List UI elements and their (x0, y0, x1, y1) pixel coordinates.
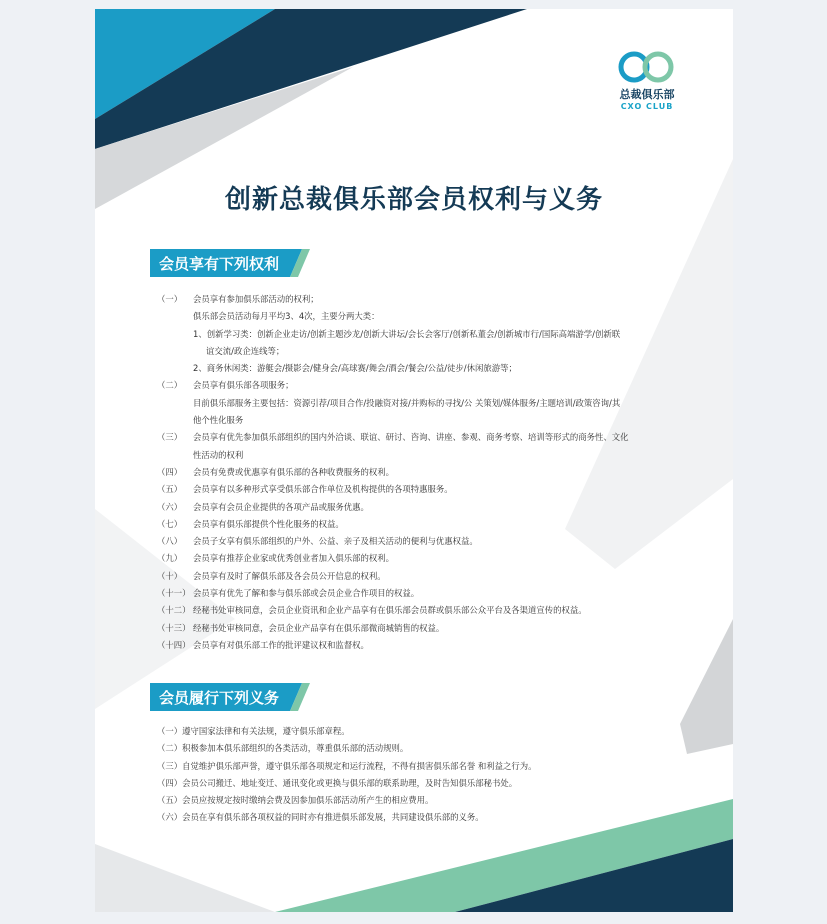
deco-gray-right (680, 619, 733, 754)
rights-item-text: 会员有免费或优惠享有俱乐部的各种收费服务的权利。 (193, 466, 394, 477)
rights-item (157, 602, 646, 619)
rights-item (157, 568, 646, 585)
rights-item-text: 经秘书处审核同意，会员企业资讯和企业产品享有在俱乐部会员群或俱乐部公众平台及各渠道宣传的权益。 (193, 605, 587, 616)
rights-item-number: （一） (157, 294, 183, 304)
duties-heading-label: 会员履行下列义务 (159, 689, 280, 707)
rights-item-number: （四） (157, 466, 183, 477)
rights-item (157, 499, 646, 516)
rights-item (157, 308, 646, 325)
duties-item: （六）会员在享有俱乐部各项权益的同时亦有推进俱乐部发展，共同建设俱乐部的义务。 (157, 812, 484, 823)
logo-rings-icon (616, 49, 678, 85)
rights-item-text: 2、商务休闲类：游艇会/摄影会/健身会/高球赛/舞会/酒会/餐会/公益/徒步/休闲旅游等； (193, 363, 517, 374)
rights-item-text: 目前俱乐部服务主要包括：资源引荐/项目合作/投融资对接/并购标的寻找/公 关策划/媒体服务/主题培训/政策咨询/其 (193, 397, 621, 408)
rights-item-text: 性活动的权利 (193, 449, 244, 460)
document-page (95, 9, 733, 912)
rights-item (157, 516, 646, 533)
rights-list (157, 291, 646, 654)
rights-item-text: 会员享有推荐企业家或优秀创业者加入俱乐部的权利。 (193, 553, 394, 564)
rights-item-number: （十） (157, 570, 183, 581)
rights-item-text: 会员享有及时了解俱乐部及各会员公开信息的权利。 (193, 570, 386, 581)
rights-item (157, 395, 646, 412)
rights-item-text: 谊交流/政企连线等； (206, 345, 285, 356)
rights-item-text: 他个性化服务 (193, 415, 244, 426)
rights-item-text: 会员享有会员企业提供的各项产品或服务优惠。 (193, 501, 369, 512)
rights-item-text: 会员享有俱乐部各项服务； (193, 380, 294, 391)
rights-item (157, 360, 646, 377)
duties-item: （三）自觉维护俱乐部声誉，遵守俱乐部各项规定和运行流程，不得有损害俱乐部名誉 和利益之行为。 (157, 760, 537, 771)
rights-item-text: 会员享有优先了解和参与俱乐部或会员企业合作项目的权益。 (193, 588, 420, 599)
rights-item (157, 550, 646, 567)
rights-item-text: 1、创新学习类：创新企业走访/创新主题沙龙/创新大讲坛/会长会客厅/创新私董会/创新城市行/国际高端游学/创新联 (193, 328, 621, 339)
rights-item-number: （十一） (157, 588, 191, 599)
rights-item (157, 326, 646, 343)
duties-item: （五）会员应按规定按时缴纳会费及因参加俱乐部活动所产生的相应费用。 (157, 795, 434, 806)
rights-item-text: 俱乐部会员活动每月平均3、4次，主要分两大类： (193, 311, 380, 322)
duties-list (157, 723, 537, 827)
rights-item (157, 291, 646, 308)
rights-item (157, 637, 646, 654)
rights-item (157, 481, 646, 498)
page-title: 创新总裁俱乐部会员权利与义务 (224, 185, 603, 215)
rights-item (157, 620, 646, 637)
rights-heading (150, 249, 310, 277)
rights-item-number: （十四） (157, 639, 191, 650)
duties-item: （一）遵守国家法律和有关法规，遵守俱乐部章程。 (157, 726, 350, 736)
rights-item (157, 429, 646, 446)
logo-name-cn: 总裁俱乐部 (619, 88, 675, 101)
rights-item (157, 377, 646, 394)
rights-item-text: 会员享有以多种形式享受俱乐部合作单位及机构提供的各项特惠服务。 (193, 484, 453, 495)
logo-name-en: CXO CLUB (620, 102, 674, 111)
rights-item (157, 343, 646, 360)
rights-item-number: （六） (157, 501, 183, 512)
rights-item-number: （十三） (157, 622, 191, 633)
rights-item (157, 447, 646, 464)
rights-item-number: （九） (157, 553, 183, 564)
rights-item-number: （二） (157, 380, 183, 391)
rights-item-text: 会员享有参加俱乐部活动的权利； (193, 294, 319, 304)
rights-item-number: （七） (157, 518, 183, 529)
rights-item-text: 会员子女享有俱乐部组织的户外、公益、亲子及相关活动的便利与优惠权益。 (193, 536, 478, 547)
rights-item-text: 会员享有俱乐部提供个性化服务的权益。 (193, 518, 344, 529)
rights-item-number: （八） (157, 536, 183, 547)
rights-item (157, 533, 646, 550)
duties-item: （二）积极参加本俱乐部组织的各类活动，尊重俱乐部的活动规则。 (157, 743, 409, 754)
rights-item (157, 585, 646, 602)
rights-item-number: （三） (157, 432, 183, 443)
rights-item-number: （五） (157, 484, 183, 495)
rights-heading-label: 会员享有下列权利 (159, 255, 280, 273)
deco-gray-bottom (95, 844, 275, 912)
club-logo (611, 49, 683, 111)
duties-heading (150, 683, 310, 711)
rights-item-number: （十二） (157, 605, 191, 616)
rights-item-text: 会员享有对俱乐部工作的批评建议权和监督权。 (193, 639, 369, 650)
rights-item (157, 412, 646, 429)
rights-item-text: 会员享有优先参加俱乐部组织的国内外洽谈、联谊、研讨、咨询、讲座、参观、商务考察、培训等形式的商务性、文化 (193, 432, 629, 443)
rights-item-text: 经秘书处审核同意，会员企业产品享有在俱乐部微商城销售的权益。 (193, 622, 445, 633)
duties-item: （四）会员公司搬迁、地址变迁、通讯变化或更换与俱乐部的联系助理，及时告知俱乐部秘书处。 (157, 777, 518, 788)
rights-item (157, 464, 646, 481)
